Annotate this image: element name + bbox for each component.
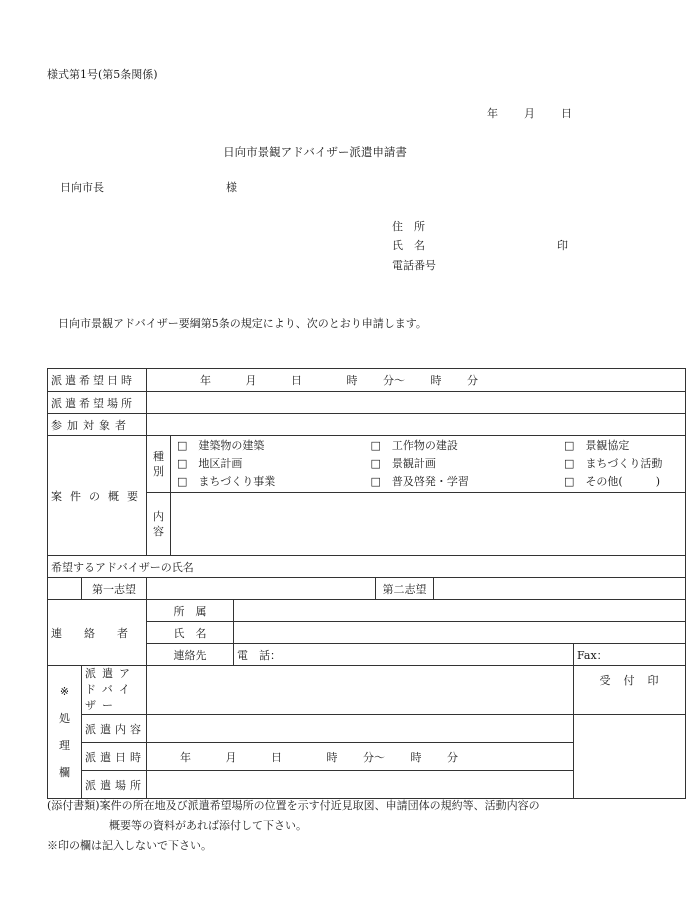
dt-day: 日 [291,374,302,387]
dt-min2: 分 [467,374,478,387]
content-field[interactable] [171,493,686,556]
type-option[interactable]: □ 建築物の建築 [177,439,265,452]
advisor-label: 希望するアドバイザーの氏名 [48,556,686,578]
process-char: 処 [59,712,70,725]
row-case-types [48,436,686,493]
date-year-label: 年 [487,107,498,120]
row-dispatch-place [48,392,686,414]
application-statement: 日向市景観アドバイザー要綱第5条の規定により、次のとおり申請します。 [58,317,427,330]
first-choice-label: 第一志望 [82,578,147,600]
row-process-content [48,715,686,743]
application-table [47,368,686,799]
applicant-address-label: 住 所 [392,220,425,233]
contact-info-label: 連絡先 [147,644,234,666]
content-label: 内容 [147,493,171,556]
pd-min-from: 分〜 [363,750,385,764]
row-participants [48,414,686,436]
participants-field[interactable] [147,414,686,436]
pd-hour: 時 [326,750,338,764]
pd-hour2: 時 [410,750,422,764]
participants-label: 参加対象者 [48,414,147,436]
dt-year: 年 [200,374,211,387]
addressee-honorific: 様 [226,181,237,194]
contact-name-label: 氏 名 [147,622,234,644]
type-label: 種別 [147,436,171,493]
pd-year: 年 [180,750,191,764]
dispatch-date-field [147,743,574,771]
date-month-label: 月 [524,107,535,120]
pd-min2: 分 [447,750,458,764]
office-use-note: ※印の欄は記入しないで下さい。 [47,839,212,852]
type-option[interactable]: □ まちづくり活動 [564,457,663,470]
dispatch-place2-label: 派遣場所 [82,771,147,799]
date-day-label: 日 [561,107,572,120]
fax-label: Fax： [577,648,608,662]
row-process-advisor [48,666,686,715]
type-option[interactable]: □ 景観計画 [370,457,436,470]
row-advisor-header [48,556,686,578]
reception-stamp-label: 受 付 印 [574,666,686,715]
row-advisor-choices [48,578,686,600]
dispatch-place-label: 派遣希望場所 [48,392,147,414]
first-choice-field[interactable] [147,578,376,600]
contact-name-field[interactable] [234,622,686,644]
dt-hour2: 時 [430,374,442,387]
row-contact-affiliation [48,600,686,622]
type-option[interactable]: □ 地区計画 [177,457,243,470]
seal-mark: 印 [557,239,568,252]
phone-field[interactable] [234,644,574,666]
dispatch-advisor-field [147,666,574,715]
case-summary-label: 案件の概要 [48,436,147,556]
type-option[interactable]: □ その他( ) [564,475,661,488]
dt-min-from: 分〜 [383,374,405,387]
dispatch-datetime-label: 派遣希望日時 [48,369,147,392]
affiliation-label: 所 属 [147,600,234,622]
applicant-phone-label: 電話番号 [392,259,436,272]
dispatch-place-field[interactable] [147,392,686,414]
dispatch-date-label: 派遣日時 [82,743,147,771]
type-option[interactable]: □ 普及啓発・学習 [370,475,469,488]
dt-hour: 時 [346,374,358,387]
second-choice-label: 第二志望 [376,578,434,600]
dispatch-content-label: 派遣内容 [82,715,147,743]
process-char: 理 [59,739,70,752]
type-option[interactable]: □ 工作物の建設 [370,439,458,452]
reception-stamp-area [574,715,686,799]
applicant-name-label: 氏 名 [392,239,425,252]
affiliation-field[interactable] [234,600,686,622]
attachment-note-line2: 概要等の資料があれば添付して下さい。 [109,819,307,832]
row-dispatch-datetime [48,369,686,392]
pd-day: 日 [271,750,282,764]
note-mark: ※ [59,685,70,698]
dispatch-content-field [147,715,574,743]
advisor-indent [48,578,82,600]
type-options [171,436,686,493]
type-option[interactable]: □ 景観協定 [564,439,630,452]
processing-column [48,666,82,799]
addressee-mayor: 日向市長 [60,181,104,194]
attachment-note-line1: (添付書類)案件の所在地及び派遣希望場所の位置を示す付近見取図、申請団体の規約等、活動内容の [47,799,540,812]
fax-field[interactable] [574,644,686,666]
second-choice-field[interactable] [434,578,686,600]
dispatch-place2-field [147,771,574,799]
form-number: 様式第1号(第5条関係) [47,68,158,81]
process-char: 欄 [59,766,70,779]
dispatch-datetime-field[interactable] [147,369,686,392]
type-option[interactable]: □ まちづくり事業 [177,475,276,488]
pd-month: 月 [225,750,237,764]
dt-month: 月 [245,374,257,387]
dispatch-advisor-label: 派遣アドバイザー [82,666,147,715]
contact-label: 連絡者 [48,600,147,666]
document-title: 日向市景観アドバイザー派遣申請書 [223,145,407,159]
phone-label: 電 話： [237,648,281,662]
